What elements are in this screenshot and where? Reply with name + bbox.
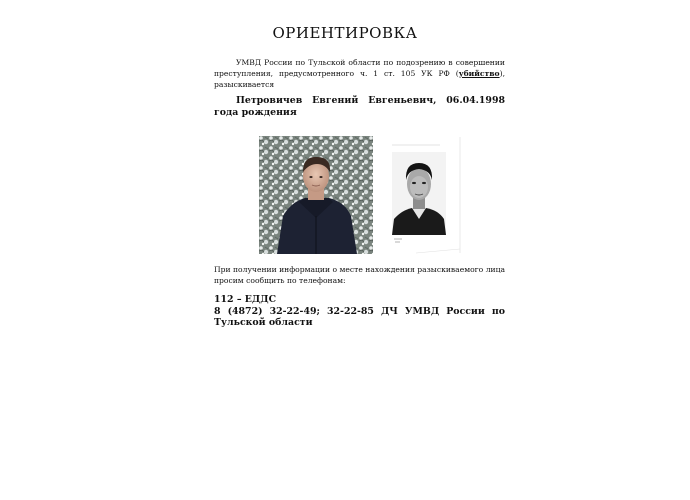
contacts-block <box>214 294 505 329</box>
wanted-photo-id <box>386 135 476 255</box>
crime-type: убийство <box>458 69 500 78</box>
intro-paragraph <box>214 57 505 90</box>
intro-after: ), разыскивается <box>214 69 505 89</box>
winter-photo-image <box>259 136 373 254</box>
request-paragraph: При получении информации о месте нахождения разыскиваемого лица просим сообщить по телефонам: <box>214 265 505 285</box>
page-title: ОРИЕНТИРОВКА <box>272 24 418 42</box>
intro-before: УМВД России по Тульской области по подозрению в совершении преступления, предусмотренного ч. 1 ст. 105 УК РФ ( <box>214 58 505 78</box>
id-photo-image <box>386 135 476 255</box>
contact-line-emergency: 112 – ЕДДС <box>214 294 277 305</box>
contact-line-police: 8 (4872) 32-22-49; 32-22-85 ДЧ УМВД России по Тульской области <box>214 305 505 328</box>
wanted-person-name: Петровичев Евгений Евгеньевич, 06.04.1998 года рождения <box>214 95 505 118</box>
wanted-photo-winter <box>259 136 373 254</box>
